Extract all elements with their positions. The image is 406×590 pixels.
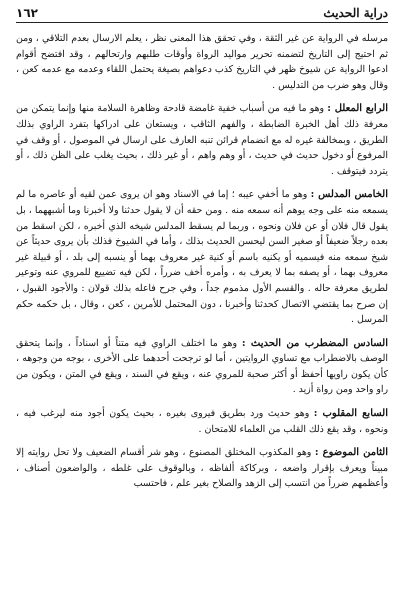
running-title: دراية الحديث — [323, 6, 388, 20]
section-heading: الرابع المعلل : — [327, 103, 388, 115]
paragraph-text: وهو ما أخفي عيبه ؛ إما في الاسناد وهو ان يروى عمن لقيه أو عاصره ما لم يسمعه منه على وجه يوهم أنه سمعه منه . ومن حقه أن لا يقول حدثنا ولا أخبرنا وما أشبههما ، بل يقول قال فلان أو عن فلان ونحوه ، وربما لم يسقط المدلس شيخه الذي أخبره ، لكن اسقط من بعده رجلاً ضعيفاً أو صغير السن ليحسن الحديث بذلك ، وأما في الشيوخ فذلك بأن يروى حديثاً عن شيخ سمعه منه فيسميه أو يكنيه باسم أو كنية غير معروف بهما أو ينسبه إلى بلد ، أو قبيلة غير معروف بهما ، أو يصفه بما لا يعرف به ، وأمره أخف ضرراً ، لكن فيه تضييع للمروي عنه وتوعير لطريق معرفة حاله . والقسم الأول مذموم جداً ، وفي جرح فاعله بذلك قولان : والأجود القبول ، إن صرح بما يقتضي الاتصال كحدثنا وأخبرنا ، دون المحتمل للأمرين ، كعن ، وقال ، بل حكمه حكم المرسل . — [16, 189, 388, 326]
paragraph-maqlub — [16, 406, 388, 437]
page-body — [16, 31, 388, 492]
section-heading: الخامس المدلس : — [310, 189, 388, 201]
section-heading: السابع المقلوب : — [313, 408, 388, 420]
section-heading: الثامن الموضوع : — [314, 447, 388, 459]
paragraph-mudallas — [16, 187, 388, 327]
paragraph-muallal — [16, 101, 388, 179]
paragraph-text: مرسله في الرواية عن غير الثقة ، وفي تحقق هذا المعنى نظر ، يعلم الارسال بعدم التلاقي ، ومن ثم احتيج إلى التاريخ لتضمنه تحرير مواليد الرواة وأوقات طلبهم وارتحالهم ، وقد افتضح أقوام ادعوا الرواية عن شيوخ ظهر في التاريخ كذب دعواهم بصيغة يحتمل اللقاء وعدمه مع عدمه كعن ، وقال وهو ضرب من التدليس . — [16, 33, 388, 91]
paragraph-mawdu — [16, 445, 388, 492]
section-heading: السادس المضطرب من الحديث : — [241, 337, 388, 349]
paragraph-text: وهو حديث ورد بطريق فيروى بغيره ، بحيث يكون أجود منه ليرغب فيه ، ونحوه ، وقد يقع ذلك القلب من العلماء للامتحان . — [16, 408, 388, 435]
paragraph-text: وهو المكذوب المختلق المصنوع ، وهو شر أقسام الضعيف ولا تحل روايته إلا مبيناً ويعرف بإقرار واضعه ، وبركاكة ألفاظه ، وبالوقوف على غلطه ، والواضعون أصناف ، وأعظمهم ضرراً من انتسب إلى الزهد والصلاح بغير علم ، فاحتسب — [16, 447, 388, 490]
paragraph-mudtarib — [16, 336, 388, 398]
paragraph-mursal-continuation — [16, 31, 388, 93]
paragraph-text: وهو ما فيه من أسباب خفية غامضة قادحة وظاهرة السلامة منها وإنما يتمكن من معرفة ذلك أهل الخبرة الضابطة ، والفهم الثاقب ، ويستعان على ادراكها بتفرد الراوي بذلك الطريق ، وبمخالفة غيره له مع انضمام قرائن تنبه العارف على ارسال في الموصول ، أو وقف في المرفوع أو دخول حديث في حديث ، أو وهم واهم ، أو غير ذلك ، بحيث يغلب على الظن ذلك ، أو يتردد فيتوقف . — [15, 103, 388, 177]
paragraph-text: وهو ما اختلف الراوي فيه متناً أو اسناداً ، وإنما يتحقق الوصف بالاضطراب مع تساوي الروايتين ، أما لو ترجحت أحدهما على الأخرى ، بوجه من وجوهه ، كأن يكون راويها أحفظ أو أكثر صحبة للمروي عنه ، ويقع في السند ، ويقع في المتن ، ويكون من راو واحد ومن رواة أزيد . — [16, 337, 388, 396]
running-header — [16, 6, 388, 23]
page-number: ١٦٢ — [16, 6, 38, 20]
